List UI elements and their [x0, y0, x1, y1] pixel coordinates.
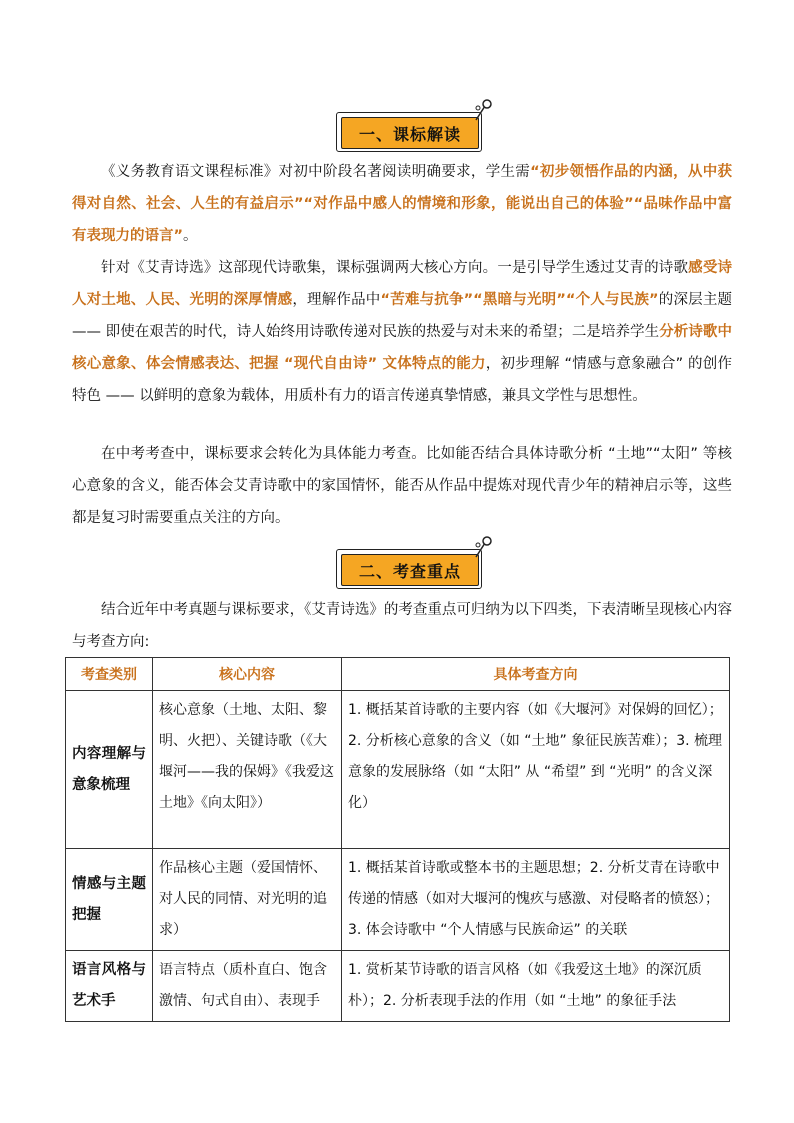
table-row: [66, 691, 730, 849]
paragraph-standard: [72, 156, 732, 252]
text-span: 《义务教育语文课程标准》对初中阶段名著阅读明确要求，学生需: [101, 164, 531, 180]
text-span: 。: [183, 228, 198, 244]
heading-label: 二、考查重点: [341, 554, 479, 586]
cell-direction: [342, 951, 730, 1022]
cell-core: [153, 951, 342, 1022]
cell-category: 内容理解与意象梳理: [66, 691, 153, 849]
decorative-ornament-icon: [474, 535, 496, 559]
text-span: ，理解作品中: [292, 292, 381, 308]
table-row: [66, 951, 730, 1022]
paragraph-intro: 结合近年中考真题与课标要求，《艾青诗选》的考查重点可归纳为以下四类，下表清晰呈现核心内容与考查方向:: [72, 602, 732, 650]
table-row: [66, 849, 730, 951]
cell-direction: 1. 概括某首诗歌的主要内容（如《大堰河》对保姆的回忆）；2. 分析核心意象的含义（如 “土地” 象征民族苦难）；3. 梳理意象的发展脉络（如 “太阳” 从 “希望” 到 “光明” 的含义深化）: [342, 691, 730, 849]
cell-text: 语言风格与艺术手: [72, 962, 146, 1009]
cell-text: 语言特点（质朴直白、饱含激情、句式自由）、表现手: [159, 962, 327, 1009]
highlight-text: “苦难与抗争”“黑暗与光明”“个人与民族”: [380, 292, 659, 308]
text-span: 的深层主题 —— 即使在艰苦的时代，诗人始终用诗歌传递对民族的热爱与对未来的希望；二是培养学生: [72, 292, 733, 340]
cell-category: [66, 951, 153, 1022]
cell-core: 核心意象（土地、太阳、黎明、火把）、关键诗歌（《大堰河——我的保姆》《我爱这土地》《向太阳》）: [153, 691, 342, 849]
exam-focus-table: [65, 657, 730, 1022]
header-core: 核心内容: [153, 658, 342, 691]
header-category: 考查类别: [66, 658, 153, 691]
text-span: ，初步理解 “情感与意象融合” 的创作特色 —— 以鲜明的意象为载体，用质朴有力的语言传递真挚情感，兼具文学性与思想性。: [72, 356, 732, 404]
paragraph-directions: [72, 252, 732, 412]
paragraph-exam: 在中考考查中，课标要求会转化为具体能力考查。比如能否结合具体诗歌分析 “土地”“太阳” 等核心意象的含义，能否体会艾青诗歌中的家国情怀，能否从作品中提炼对现代青少年的精神启示等，这些都是复习时需要重点关注的方向。: [72, 446, 732, 526]
section-heading-2: [336, 549, 486, 583]
heading-label: 一、课标解读: [341, 117, 479, 149]
highlight-text: 感受诗人对土地、人民、光明的深厚情感: [72, 260, 732, 308]
cell-text: 1. 赏析某节诗歌的语言风格（如《我爱这土地》的深沉质朴）；2. 分析表现手法的作用（如 “土地” 的象征手法: [348, 962, 702, 1009]
highlight-text: 分析诗歌中核心意象、体会情感表达、把握 “现代自由诗” 文体特点的能力: [72, 324, 733, 372]
cell-category: 情感与主题把握: [66, 849, 153, 951]
table-header-row: [66, 658, 730, 691]
cell-direction: 1. 概括某首诗歌或整本书的主题思想；2. 分析艾青在诗歌中传递的情感（如对大堰河的愧疚与感激、对侵略者的愤怒）；3. 体会诗歌中 “个人情感与民族命运” 的关联: [342, 849, 730, 951]
highlight-text: “初步领悟作品的内涵，从中获得对自然、社会、人生的有益启示”“对作品中感人的情境和形象，能说出自己的体验”“品味作品中富有表现力的语言”: [72, 164, 732, 244]
text-span: 针对《艾青诗选》这部现代诗歌集，课标强调两大核心方向。一是引导学生透过艾青的诗歌: [101, 260, 689, 276]
decorative-ornament-icon: [474, 98, 496, 122]
section-heading-1: [336, 112, 486, 146]
cell-core: 作品核心主题（爱国情怀、对人民的同情、对光明的追求）: [153, 849, 342, 951]
header-direction: 具体考查方向: [342, 658, 730, 691]
